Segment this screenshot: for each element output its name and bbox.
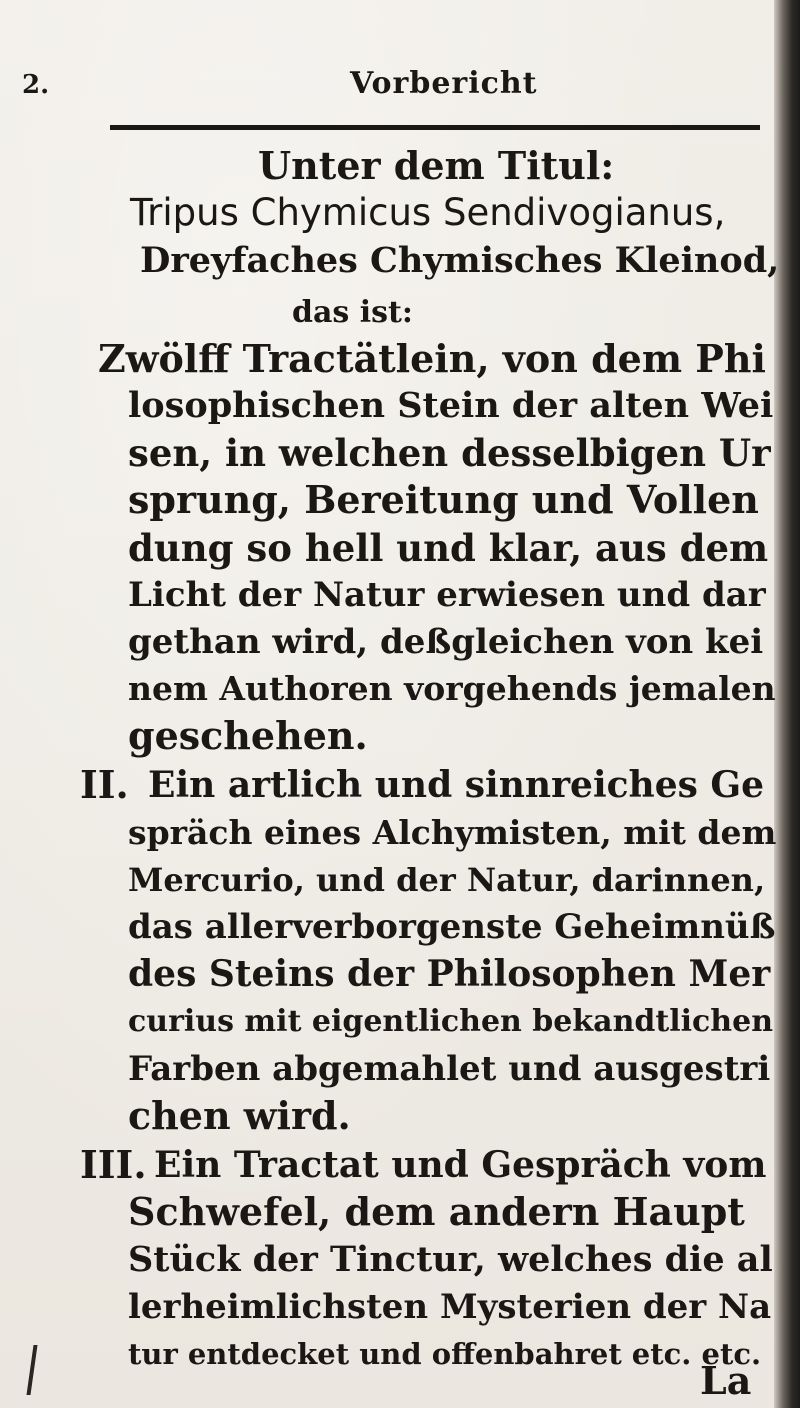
title-line-4: das ist: [292,295,413,331]
item1-line-2: losophischen Stein der alten Wei [128,384,774,426]
item1-line-5: dung so hell und klar, aus dem [128,525,769,570]
item2-line-1: Ein artlich und sinnreiches Ge [148,764,765,807]
item2-line-2: spräch eines Alchymisten, mit dem [128,812,777,852]
page-number: 2. [22,70,50,100]
item1-line-6: Licht der Natur erwiesen und dar [128,574,766,615]
item3-line-2: Schwefel, dem andern Haupt [128,1189,745,1235]
item2-line-7: Farben abgemahlet und ausgestri [128,1048,771,1089]
item3-line-4: lerheimlichsten Mysterien der Na [128,1286,772,1327]
item2-line-5: des Steins der Philosophen Mer [128,953,771,996]
item2-line-4: das allerverborgenste Geheimnüß [128,907,776,948]
title-line-2: Tripus Chymicus Sendivogianus, [130,191,726,235]
item3-line-1: Ein Tractat und Gespräch vom [154,1144,767,1187]
item1-line-8: nem Authoren vorgehends jemalen [128,669,776,709]
title-line-1: Unter dem Titul: [258,143,615,188]
item3-line-3: Stück der Tinctur, welches die al [128,1238,773,1280]
item2-numeral: II. [80,762,129,808]
running-head: Vorbericht [350,66,538,101]
item3-line-5: tur entdecket und offenbahret etc. etc. [128,1337,762,1371]
item1-line-3: sen, in welchen desselbigen Ur [128,431,771,476]
item1-line-4: sprung, Bereitung und Vollen [128,477,759,523]
item2-line-3: Mercurio, und der Natur, darinnen, [128,860,766,899]
catchword: La [700,1358,752,1403]
item2-line-6: curius mit eigentlichen bekandtlichen [128,1003,773,1039]
title-line-3: Dreyfaches Chymisches Kleinod, [140,240,780,282]
item1-line-9: geschehen. [128,713,368,759]
item1-line-1: Zwölff Tractätlein, von dem Phi [98,335,766,381]
item3-numeral: III. [80,1142,147,1188]
item2-line-8: chen wird. [128,1093,351,1139]
item1-line-7: gethan wird, deßgleichen von kei [128,621,764,662]
